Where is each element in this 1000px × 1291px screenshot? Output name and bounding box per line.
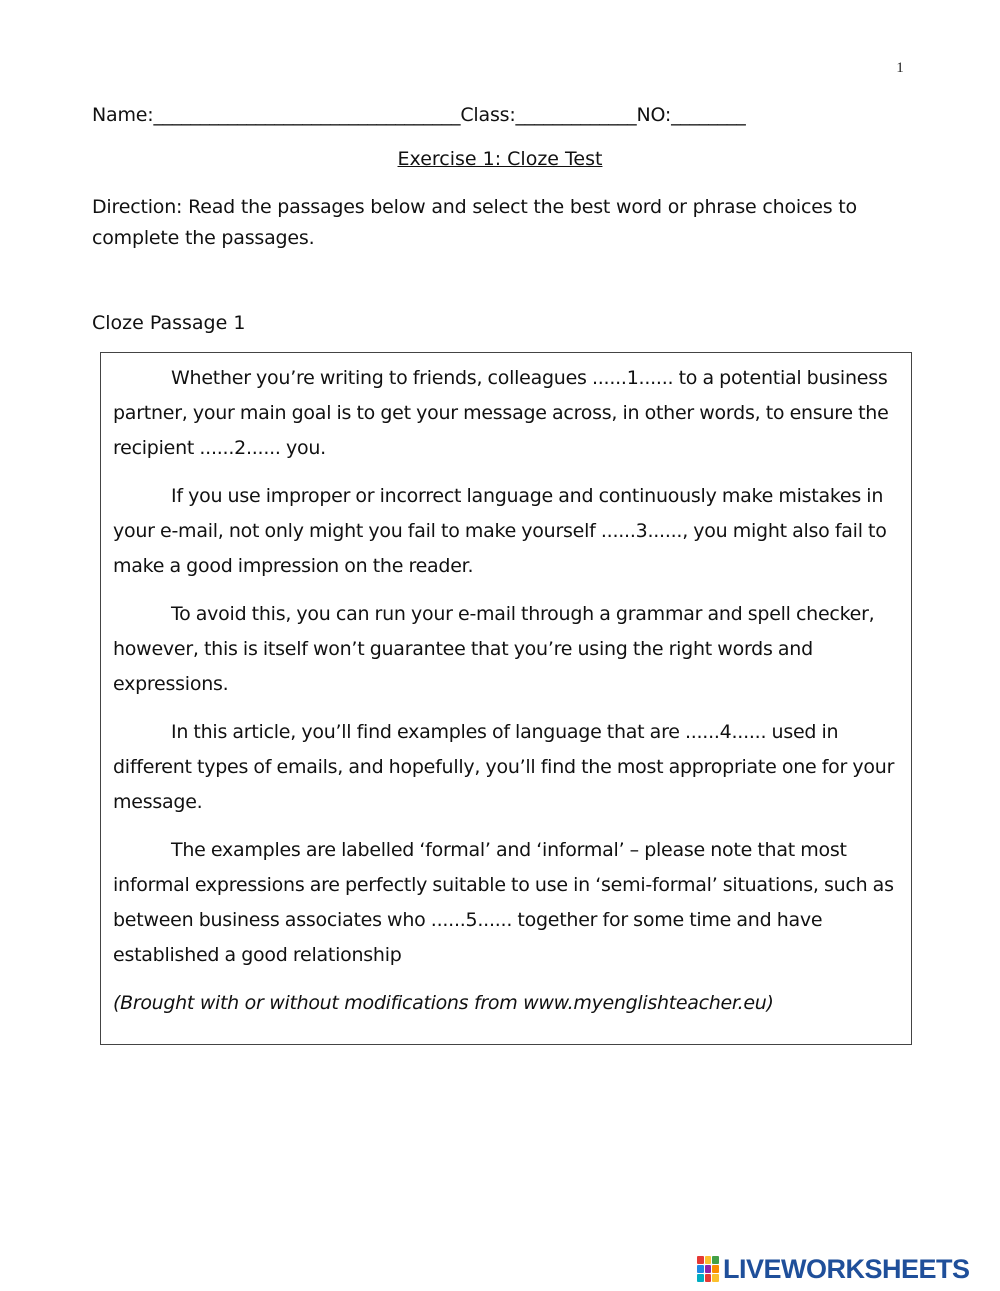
logo-tile bbox=[712, 1274, 719, 1282]
logo-tile bbox=[697, 1274, 704, 1282]
logo-tile bbox=[705, 1274, 712, 1282]
logo-tile bbox=[705, 1265, 712, 1273]
exercise-title: Exercise 1: Cloze Test bbox=[397, 148, 603, 170]
logo-tile bbox=[697, 1265, 704, 1273]
page-number: 1 bbox=[896, 60, 904, 76]
direction-text: Direction: Read the passages below and select the best word or phrase choices to complete the passages. bbox=[92, 196, 857, 249]
logo-tile bbox=[697, 1256, 704, 1264]
passage-paragraph-2: If you use improper or incorrect language and continuously make mistakes in your e-mail, not only might you fail to make yourself ......3......, you might also fail to make a good impression on the reader. bbox=[113, 485, 887, 577]
logo-tile bbox=[712, 1256, 719, 1264]
name-field[interactable]: Name:_________________________________ bbox=[92, 104, 461, 126]
passage-paragraph-1: Whether you’re writing to friends, colleagues ......1...... to a potential business partner, your main goal is to get your message across, in other words, to ensure the recipient ......2...... you. bbox=[113, 367, 889, 459]
passage-paragraph-5: The examples are labelled ‘formal’ and ‘informal’ – please note that most informal expressions are perfectly suitable to use in ‘semi-formal’ situations, such as between business associates who ......5...... together for some time and have established a good relationship bbox=[113, 839, 894, 966]
passage-paragraph-4: In this article, you’ll find examples of language that are ......4...... used in different types of emails, and hopefully, you’ll find the most appropriate one for your message. bbox=[113, 721, 895, 813]
brand-wordmark: LIVEWORKSHEETS bbox=[723, 1253, 970, 1284]
student-info-line bbox=[92, 104, 892, 126]
liveworksheets-logo-icon bbox=[697, 1256, 719, 1282]
liveworksheets-brand[interactable] bbox=[697, 1254, 970, 1284]
passage-paragraph-3: To avoid this, you can run your e-mail through a grammar and spell checker, however, this is itself won’t guarantee that you’re using the right words and expressions. bbox=[113, 603, 875, 695]
passage-box bbox=[100, 352, 912, 1045]
logo-tile bbox=[705, 1256, 712, 1264]
class-field[interactable]: Class:_____________ bbox=[460, 104, 637, 126]
passage-label: Cloze Passage 1 bbox=[92, 312, 246, 334]
source-note: (Brought with or without modifications from www.myenglishteacher.eu) bbox=[113, 992, 774, 1014]
logo-tile bbox=[712, 1265, 719, 1273]
number-field[interactable]: NO:________ bbox=[636, 104, 746, 126]
